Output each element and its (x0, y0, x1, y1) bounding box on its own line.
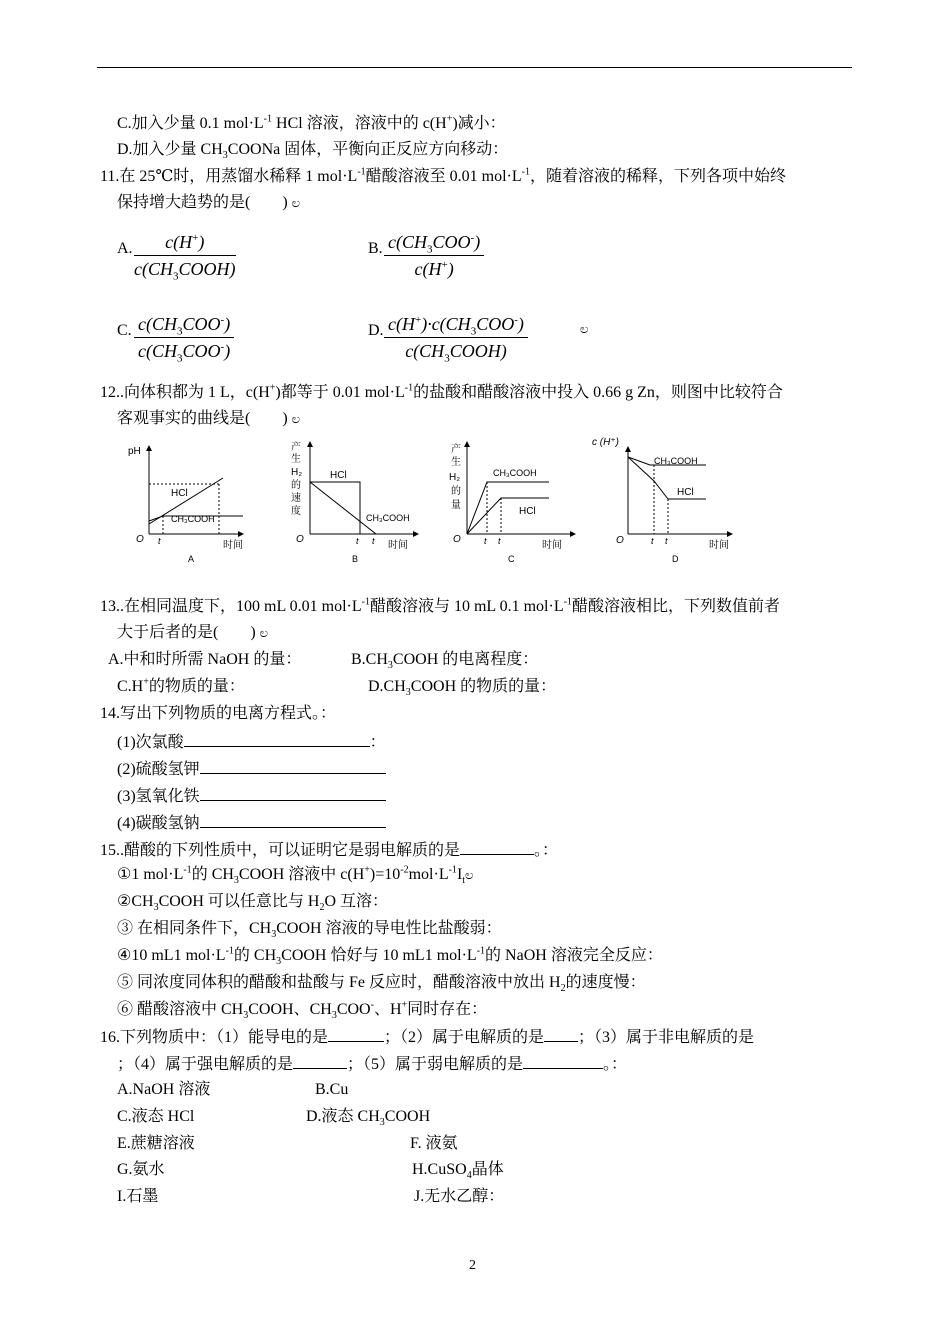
q14-item-2: (2)硫酸氢钾 (117, 759, 386, 779)
answer-blank[interactable] (460, 840, 534, 855)
q14-item-4: (4)碳酸氢钠 (117, 813, 386, 833)
svg-text:生: 生 (451, 457, 461, 468)
series-label-2: HCl (519, 506, 536, 517)
hcl-line (310, 482, 360, 534)
q11-label-c: C. (117, 322, 132, 339)
q11-stem: 11.在 25℃时，用蒸馏水稀释 1 $mol\cdot L^{-1}$醋酸溶液至 0.01 $mol\cdot L^{-1}$，随着溶液的稀释，下列各项中始终 (100, 166, 787, 185)
caption: C (508, 554, 515, 564)
q13-stem-2: 大于后者的是( ) ಲ (117, 624, 269, 641)
acetic-line (467, 482, 549, 534)
tick-t2: t (498, 536, 501, 546)
svg-text:的: 的 (451, 486, 461, 497)
series-label-1: CH₃COOH (654, 456, 698, 466)
q14-item-3: (3)氢氧化铁 (117, 786, 386, 806)
q14-item-1: (1)次氯酸 ： (117, 734, 386, 751)
series-label-2: HCl (677, 487, 694, 498)
svg-text:的: 的 (291, 480, 301, 491)
y-label: c (H⁺) (592, 437, 619, 448)
y-label: pH (128, 446, 141, 457)
x-label: 时间 (388, 540, 408, 551)
series-label-1: HCl (330, 470, 347, 481)
q14-stem: 14.写出下列物质的电离方程式。： (100, 705, 337, 722)
tick-t2: t (665, 536, 668, 546)
q11-label-a: A. (117, 240, 133, 257)
q11-fraction-b: $c(CH_3COO^-)$ c(H+) (384, 232, 484, 280)
page-number: 2 (469, 1258, 476, 1273)
q15-item-5: ⑤ 同浓度同体积的醋酸和盐酸与 Fe 反应时，醋酸溶液中放出 $H_2$的速度慢： (117, 974, 646, 995)
acetic-line (310, 482, 376, 534)
svg-text:H₂: H₂ (291, 467, 303, 478)
svg-text:速: 速 (291, 493, 301, 504)
q11-stem-2: 保持增大趋势的是( ) ಲ (117, 194, 301, 211)
q16-stem: 16.下列物质中：（1）能导电的是 ；（2）属于电解质的是 ；（3）属于非电解质的是 (100, 1029, 755, 1046)
q11-label-d: D. (368, 322, 384, 339)
answer-blank[interactable] (523, 1054, 603, 1069)
graph-c (445, 438, 585, 568)
q11-fraction-a: c(H+) $c(CH_3COOH)$ (134, 232, 236, 283)
q16-option-a: A.NaOH 溶液 (117, 1081, 211, 1098)
svg-text:H₂: H₂ (449, 472, 461, 483)
q11-label-b: B. (368, 240, 383, 257)
svg-text:生: 生 (291, 454, 301, 465)
origin-label: O (136, 534, 144, 545)
q13-option-c: C.H+的物质的量： (117, 676, 245, 695)
caption: A (188, 554, 195, 564)
q15-item-6: ⑥ 醋酸溶液中 $CH_3COOH$、$CH_3COO^-$、H+同时存在： (117, 999, 488, 1022)
q11-fraction-d: $c(H^+)\cdot c(CH_3COO^-)$ $c(CH_3COOH)$ (384, 314, 528, 362)
q13-option-a: A.中和时所需 NaOH 的量： (108, 651, 302, 668)
q16-option-c: C.液态 HCl (117, 1108, 195, 1125)
tadpole-mark-icon: ಲ (291, 196, 301, 211)
q15-item-3: ③ 在相同条件下，$CH_3COOH$ 溶液的导电性比盐酸弱： (117, 920, 502, 941)
svg-text:量: 量 (451, 500, 461, 511)
answer-blank[interactable] (200, 759, 386, 774)
graph-b (288, 438, 428, 568)
tadpole-mark-icon: ಲ (465, 868, 474, 883)
q11-fraction-c: $c(CH_3COO^-)$ $c(CH_3COO^-)$ (134, 314, 234, 362)
graph-a (125, 438, 255, 568)
q10-option-d: D.加入少量 $CH_3COONa$ 固体，平衡向正反应方向移动： (117, 141, 509, 162)
x-label: 时间 (709, 540, 729, 551)
series-label-2: CH₃COOH (366, 513, 410, 523)
answer-blank[interactable] (544, 1027, 578, 1042)
caption: B (352, 554, 359, 564)
q15-item-2: $②CH_3COOH$ 可以任意比与 $H_2O$ 互溶： (117, 893, 389, 914)
q10-option-c: C.加入少量 0.1 $mol\cdot L^{-1}$ HCl 溶液，溶液中的 c(H+)减小： (117, 113, 506, 132)
q12-stem: 12..向体积都为 1 L，c(H+)都等于 0.01 $mol\cdot L^{-1}$的盐酸和醋酸溶液中投入 0.66 g Zn，则图中比较符合 (100, 382, 783, 401)
x-label: 时间 (223, 540, 243, 551)
tick-t1: t (651, 536, 654, 546)
tick-t1: t (484, 536, 487, 546)
svg-text:度: 度 (291, 506, 301, 517)
q16-option-g: G.氨水 (117, 1161, 165, 1178)
x-label: 时间 (542, 540, 562, 551)
answer-blank[interactable] (200, 813, 386, 828)
tick-t1: t (356, 536, 359, 546)
series-label-1: HCl (171, 488, 188, 499)
q15-item-4: ④10 mL1 $mol\cdot L^{-1}$的 $CH_3COOH$ 恰好与 10 mL1 $mol\cdot L^{-1}$的 NaOH 溶液完全反应： (117, 945, 663, 968)
origin-label: O (453, 534, 461, 545)
q16-option-e: E.蔗糖溶液 (117, 1135, 195, 1152)
tadpole-mark-icon: ಲ (580, 322, 589, 337)
q16-stem-2: ；（4）属于强电解质的是 ；（5）属于弱电解质的是 。： (117, 1056, 628, 1073)
header-rule (97, 67, 852, 68)
tick-t2: t (372, 536, 375, 546)
q16-option-b: B.Cu (315, 1081, 349, 1098)
origin-label: O (616, 535, 624, 546)
answer-blank[interactable] (200, 786, 386, 801)
y-label (291, 440, 302, 517)
tadpole-mark-icon: ಲ (259, 626, 269, 641)
svg-text:产: 产 (451, 444, 461, 455)
tadpole-mark-icon: ಲ (291, 412, 301, 427)
q16-option-h: H.CuSO$_4$晶体 (412, 1161, 504, 1182)
q16-option-f: F. 液氨 (410, 1135, 458, 1152)
tick-t1: t (158, 536, 161, 546)
svg-text:产: 产 (291, 442, 301, 453)
q12-stem-2: 客观事实的曲线是( ) ಲ (117, 410, 301, 427)
series-label-1: CH₃COOH (493, 468, 537, 478)
answer-blank[interactable] (293, 1054, 347, 1069)
q15-stem: 15..醋酸的下列性质中，可以证明它是弱电解质的是 。： (100, 842, 559, 859)
q15-item-1: ①1 $mol\cdot L^{-1}$的 $CH_3COOH$ 溶液中 $c(H^+)=10^{-2}mol\cdot L^{-1}I_tಲ$ (117, 864, 474, 887)
answer-blank[interactable] (328, 1027, 384, 1042)
q16-option-i: I.石墨 (117, 1188, 159, 1205)
origin-label: O (296, 534, 304, 545)
caption: D (672, 554, 679, 564)
series-label-2: CH₃COOH (171, 514, 215, 524)
graph-d (592, 433, 742, 568)
q13-option-b: $B.CH_3COOH$ 的电离程度： (351, 651, 539, 672)
q13-option-d: $D.CH_3COOH$ 的物质的量： (368, 678, 557, 699)
q16-option-d: D.液态 $CH_3COOH$ (306, 1108, 431, 1129)
answer-blank[interactable] (184, 732, 370, 747)
y-label (449, 442, 461, 511)
q13-stem: 13..在相同温度下，100 mL 0.01 $mol\cdot L^{-1}$醋酸溶液与 10 mL 0.1 $mol\cdot L^{-1}$醋酸溶液相比，下列数值前者 (100, 596, 780, 615)
q16-option-j: J.无水乙醇： (414, 1188, 505, 1205)
